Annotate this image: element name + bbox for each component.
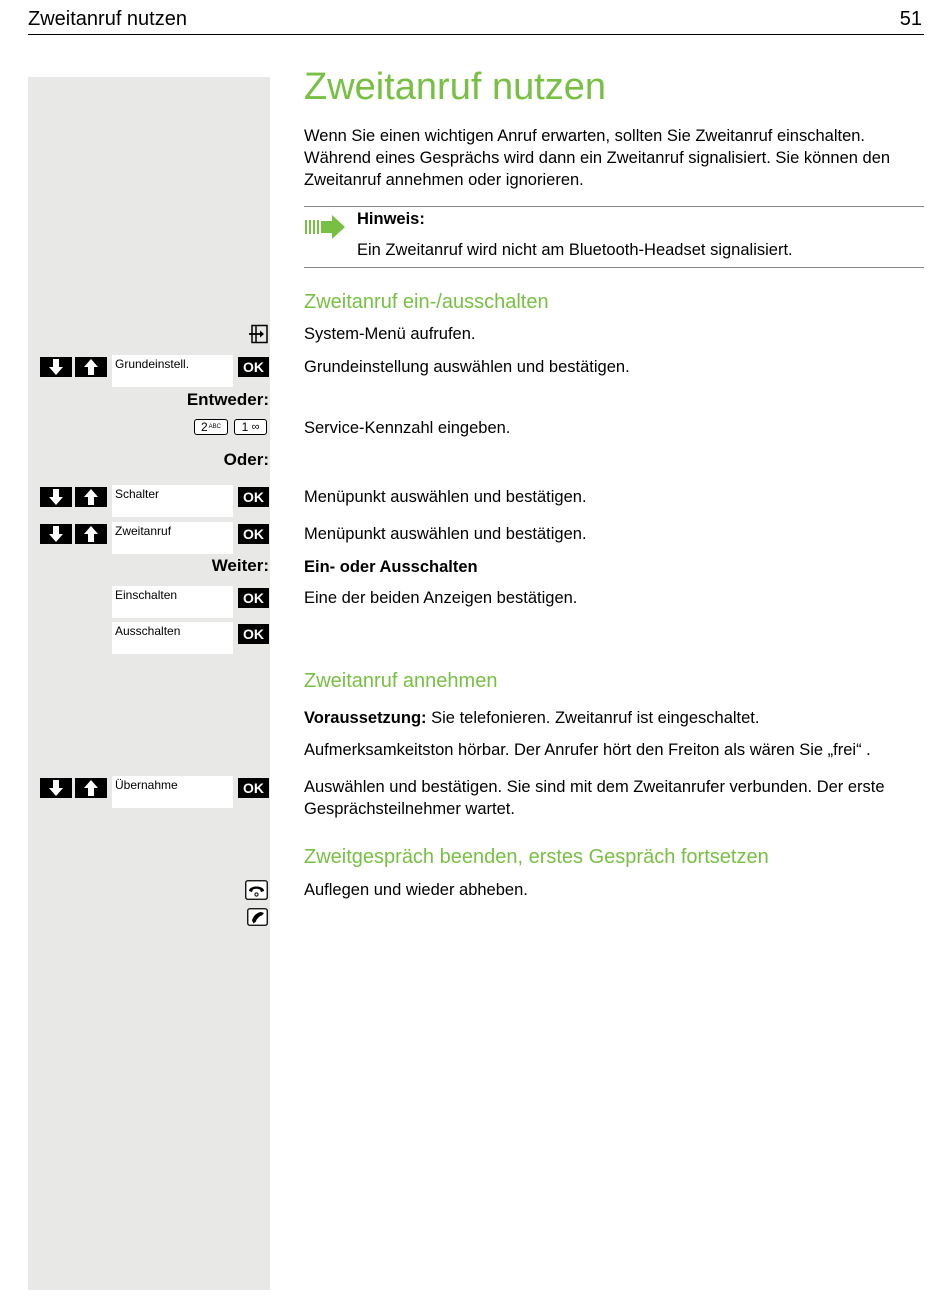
key-1[interactable]: [234, 419, 267, 435]
key-1-symbol: ∞: [251, 421, 260, 433]
arrow-down-icon: [49, 526, 63, 542]
note-bottom-rule: [304, 267, 924, 268]
menu-key-icon: [249, 324, 269, 349]
ok-button[interactable]: OK: [238, 357, 269, 377]
step-auflegen: Auflegen und wieder abheben.: [304, 881, 528, 899]
display-schalter: Schalter: [112, 485, 233, 517]
key-2-letters: ABC: [208, 424, 222, 430]
arrow-down-icon: [49, 359, 63, 375]
section-heading-ein-aus: Zweitanruf ein-/ausschalten: [304, 291, 549, 313]
ok-button[interactable]: OK: [238, 624, 269, 644]
label-weiter: Weiter:: [211, 556, 269, 575]
ok-button[interactable]: OK: [238, 778, 269, 798]
arrow-up-key[interactable]: [75, 524, 107, 544]
step-system-menu: System-Menü aufrufen.: [304, 325, 476, 343]
label-oder: Oder:: [223, 450, 269, 469]
step-service-code: Service-Kennzahl eingeben.: [304, 419, 511, 437]
arrow-down-key[interactable]: [40, 778, 72, 798]
intro-paragraph: Wenn Sie einen wichtigen Anruf erwarten, sollten Sie Zweitanruf einschalten. Während eines Gesprächs wird dann ein Zweitanruf signalisiert. Sie können den Zweitanruf annehmen oder ignorieren.: [304, 127, 891, 189]
step-aufmerksamkeitston: Aufmerksamkeitston hörbar. Der Anrufer hört den Freiton als wären Sie „frei“ .: [304, 741, 871, 759]
ok-button[interactable]: OK: [238, 588, 269, 608]
arrow-up-icon: [84, 489, 98, 505]
subheading-ein-aus: Ein- oder Ausschalten: [304, 558, 478, 576]
note-text: Ein Zweitanruf wird nicht am Bluetooth-Headset signalisiert.: [357, 241, 793, 259]
running-header-title: Zweitanruf nutzen: [28, 8, 187, 30]
display-einschalten: Einschalten: [112, 586, 233, 618]
ok-button[interactable]: OK: [238, 524, 269, 544]
step-schalter: Menüpunkt auswählen und bestätigen.: [304, 488, 587, 506]
on-hook-icon[interactable]: [245, 880, 268, 905]
precondition-label: Voraussetzung:: [304, 709, 427, 727]
step-anzeigen: Eine der beiden Anzeigen bestätigen.: [304, 589, 578, 607]
arrow-up-icon: [84, 359, 98, 375]
page-title: Zweitanruf nutzen: [304, 66, 607, 108]
off-hook-icon[interactable]: [247, 908, 268, 931]
precondition-text: Sie telefonieren. Zweitanruf ist eingeschaltet.: [426, 709, 760, 727]
arrow-up-icon: [84, 526, 98, 542]
key-2-digit: 2: [200, 420, 208, 434]
left-sidebar: [28, 77, 270, 1290]
arrow-up-key[interactable]: [75, 487, 107, 507]
arrow-down-icon: [49, 489, 63, 505]
note-arrow-icon: [304, 215, 346, 244]
arrow-up-key[interactable]: [75, 778, 107, 798]
ok-button[interactable]: OK: [238, 487, 269, 507]
arrow-down-icon: [49, 780, 63, 796]
arrow-down-key[interactable]: [40, 487, 72, 507]
page-number: 51: [899, 8, 922, 30]
precondition: [304, 707, 924, 729]
key-2[interactable]: [194, 419, 228, 435]
arrow-up-icon: [84, 780, 98, 796]
header-divider: [28, 34, 924, 35]
step-zweitanruf: Menüpunkt auswählen und bestätigen.: [304, 525, 587, 543]
section-heading-beenden: Zweitgespräch beenden, erstes Gespräch fortsetzen: [304, 846, 769, 868]
arrow-down-key[interactable]: [40, 357, 72, 377]
arrow-down-key[interactable]: [40, 524, 72, 544]
display-zweitanruf: Zweitanruf: [112, 522, 233, 554]
note-top-rule: [304, 206, 924, 207]
step-grundeinstellung: Grundeinstellung auswählen und bestätigen.: [304, 358, 630, 376]
label-entweder: Entweder:: [186, 390, 269, 409]
key-1-digit: 1: [241, 420, 249, 434]
arrow-up-key[interactable]: [75, 357, 107, 377]
display-ausschalten: Ausschalten: [112, 622, 233, 654]
section-heading-annehmen: Zweitanruf annehmen: [304, 670, 498, 692]
note-title: Hinweis:: [357, 210, 425, 228]
step-uebernahme: Auswählen und bestätigen. Sie sind mit dem Zweitanrufer verbunden. Der erste Gesprächsteilnehmer wartet.: [304, 778, 885, 818]
display-grundeinstell: Grundeinstell.: [112, 355, 233, 387]
display-uebernahme: Übernahme: [112, 776, 233, 808]
